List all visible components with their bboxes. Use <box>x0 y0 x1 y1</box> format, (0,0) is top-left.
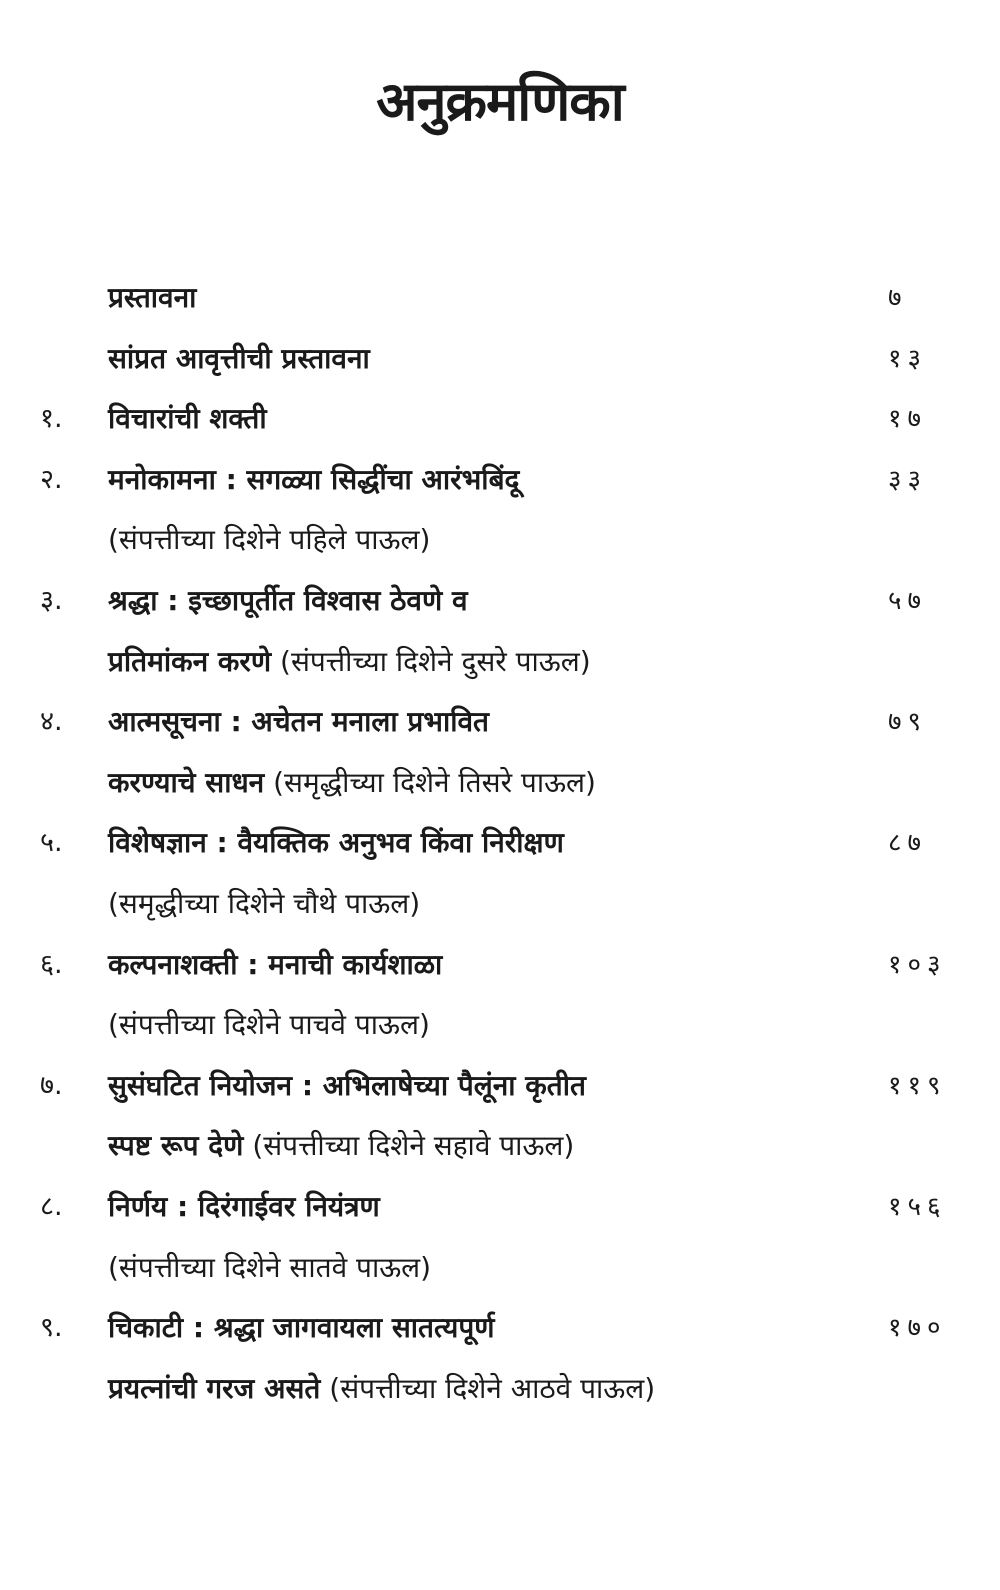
entry-page-number: ११९ <box>888 1070 947 1101</box>
table-of-contents <box>0 268 1000 1419</box>
toc-entry-continuation-line <box>0 1116 1000 1177</box>
toc-entry-chapter-4 <box>0 692 1000 753</box>
toc-entry-subtitle-line <box>0 874 1000 935</box>
chapter-number: ३. <box>40 584 63 616</box>
entry-title: सुसंघटित नियोजन : अभिलाषेच्या पैलूंना कृतीत <box>108 1068 586 1102</box>
entry-title-continuation: करण्याचे साधन <box>108 765 265 799</box>
entry-subtitle: (संपत्तीच्या दिशेने दुसरे पाऊल) <box>280 644 591 678</box>
entry-subtitle: (संपत्तीच्या दिशेने सातवे पाऊल) <box>108 1250 432 1284</box>
toc-entry-edition-preface <box>0 329 1000 390</box>
entry-title: निर्णय : दिरंगाईवर नियंत्रण <box>108 1189 380 1223</box>
entry-title-continuation: प्रयत्नांची गरज असते <box>108 1371 321 1405</box>
entry-subtitle: (संपत्तीच्या दिशेने आठवे पाऊल) <box>329 1371 656 1405</box>
entry-page-number: ७ <box>888 283 908 313</box>
entry-title: आत्मसूचना : अचेतन मनाला प्रभावित <box>108 705 490 739</box>
entry-page-number: १३ <box>888 343 928 374</box>
toc-entry-chapter-5 <box>0 813 1000 874</box>
toc-entry-subtitle-line <box>0 510 1000 571</box>
entry-page-number: ५७ <box>888 585 928 616</box>
entry-title-continuation: स्पष्ट रूप देणे <box>108 1129 244 1163</box>
entry-page-number: ८७ <box>888 828 928 859</box>
toc-entry-preface <box>0 268 1000 329</box>
chapter-number: ७. <box>40 1069 63 1101</box>
entry-page-number: १५६ <box>888 1191 947 1222</box>
entry-subtitle: (संपत्तीच्या दिशेने पहिले पाऊल) <box>108 523 431 557</box>
entry-page-number: १०३ <box>888 949 947 980</box>
entry-title: प्रस्तावना <box>108 281 197 314</box>
toc-entry-chapter-1 <box>0 389 1000 450</box>
toc-entry-continuation-line <box>0 632 1000 693</box>
chapter-number: ६. <box>40 948 63 980</box>
chapter-number: ८. <box>40 1190 63 1222</box>
entry-title-continuation: प्रतिमांकन करणे <box>108 644 272 678</box>
entry-title: सांप्रत आवृत्तीची प्रस्तावना <box>108 341 370 375</box>
entry-continuation-wrapper <box>108 1116 574 1176</box>
toc-entry-subtitle-line <box>0 1238 1000 1299</box>
toc-entry-continuation-line <box>0 1359 1000 1420</box>
entry-subtitle: (संपत्तीच्या दिशेने पाचवे पाऊल) <box>108 1008 430 1042</box>
chapter-number: २. <box>40 463 63 495</box>
chapter-number: ९. <box>40 1312 63 1344</box>
toc-entry-chapter-7 <box>0 1056 1000 1117</box>
toc-entry-chapter-9 <box>0 1298 1000 1359</box>
entry-title: विचारांची शक्ती <box>108 402 267 436</box>
toc-entry-subtitle-line <box>0 995 1000 1056</box>
entry-title: विशेषज्ञान : वैयक्तिक अनुभव किंवा निरीक्षण <box>108 826 564 860</box>
entry-page-number: ३३ <box>888 464 928 495</box>
toc-entry-continuation-line <box>0 753 1000 814</box>
chapter-number: ४. <box>40 706 63 738</box>
entry-title: कल्पनाशक्ती : मनाची कार्यशाळा <box>108 947 443 981</box>
entry-subtitle: (समृद्धीच्या दिशेने तिसरे पाऊल) <box>273 765 596 799</box>
entry-continuation-wrapper <box>108 753 596 813</box>
entry-title: मनोकामना : सगळ्या सिद्धींचा आरंभबिंदू <box>108 462 520 496</box>
chapter-number: १. <box>40 403 63 435</box>
entry-continuation-wrapper <box>108 1359 655 1419</box>
page-title: अनुक्रमणिका <box>376 70 624 133</box>
toc-entry-chapter-8 <box>0 1177 1000 1238</box>
entry-title: चिकाटी : श्रद्धा जागवायला सातत्यपूर्ण <box>108 1311 495 1345</box>
entry-subtitle: (संपत्तीच्या दिशेने सहावे पाऊल) <box>252 1129 575 1163</box>
entry-title: श्रद्धा : इच्छापूर्तीत विश्वास ठेवणे व <box>108 583 468 617</box>
entry-continuation-wrapper <box>108 632 591 692</box>
toc-entry-chapter-2 <box>0 450 1000 511</box>
entry-page-number: ७९ <box>888 707 928 738</box>
chapter-number: ५. <box>40 827 63 859</box>
toc-entry-chapter-6 <box>0 935 1000 996</box>
entry-page-number: १७ <box>888 404 928 435</box>
toc-entry-chapter-3 <box>0 571 1000 632</box>
entry-subtitle: (समृद्धीच्या दिशेने चौथे पाऊल) <box>108 886 421 920</box>
entry-page-number: १७० <box>888 1313 947 1344</box>
